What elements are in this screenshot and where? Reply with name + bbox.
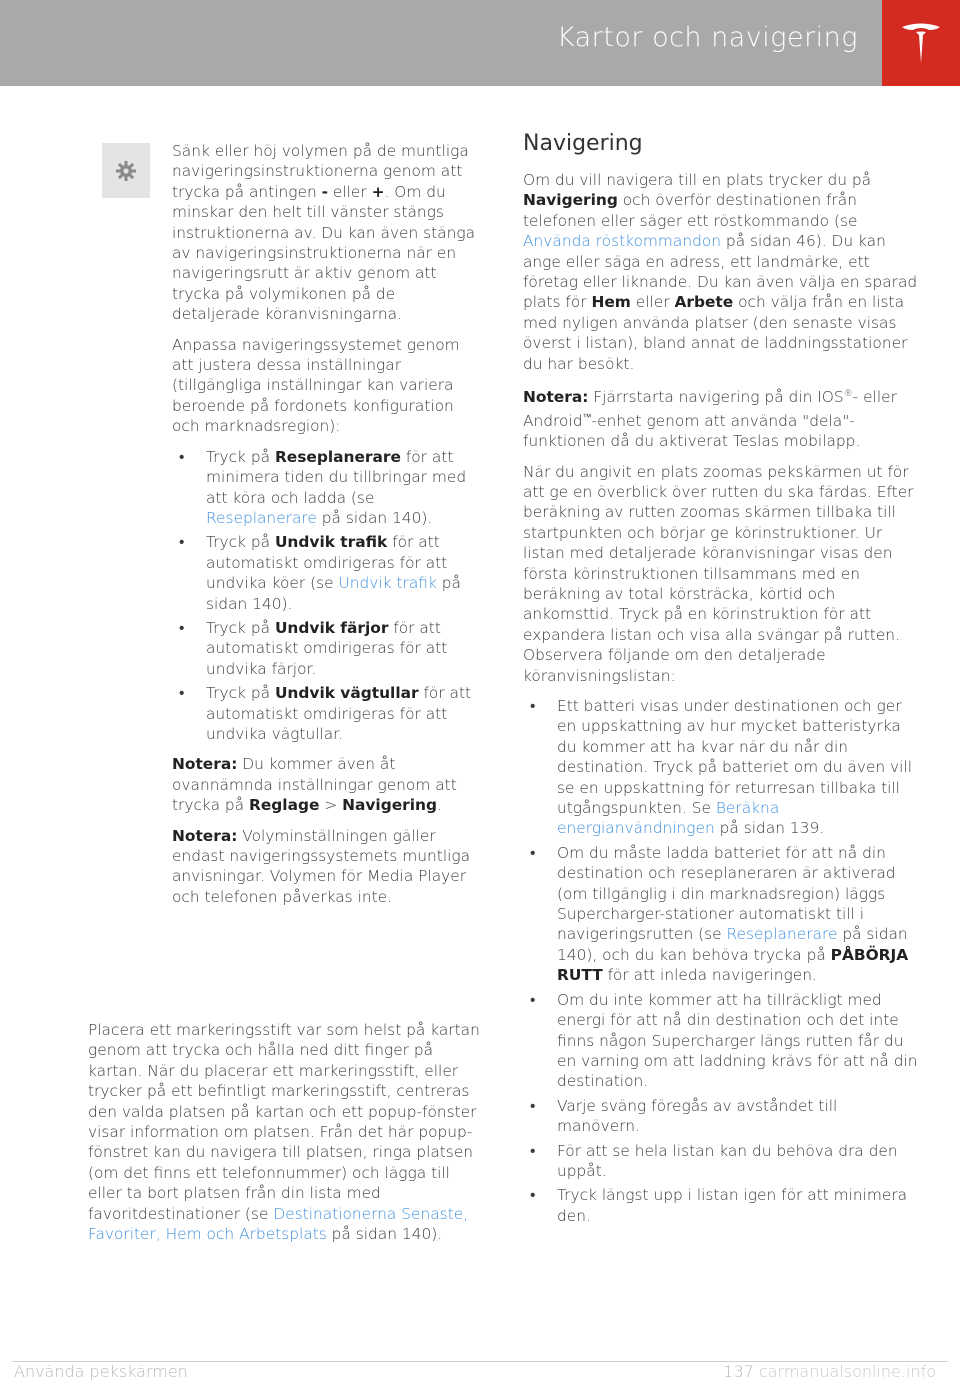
list-item: • Tryck på Reseplanerare för att minimera tiden du tillbringar med att köra och ladda (se Reseplanerare på sidan 140). [179, 447, 467, 527]
list-item: • Tryck på Undvik trafik för att automatiskt omdirigeras för att undvika köer (se Undvik trafik på sidan 140). [179, 533, 461, 613]
section-heading: Navigering [523, 131, 643, 156]
page-header [0, 0, 960, 86]
settings-icon-box [102, 143, 150, 198]
left-column-top [172, 141, 477, 917]
list-item: • För att se hela listan kan du behöva dra den uppåt. [530, 1141, 898, 1180]
logo-badge [882, 0, 960, 86]
link-energy[interactable]: Beräkna energianvändningen [557, 799, 780, 838]
list-item: • Om du måste ladda batteriet för att nå din destination och reseplaneraren är aktiverad (om tillgänglig i din marknadsregion) läggs Supercharger-stationer automatiskt till i navigeringsrutten (se Reseplanerare på sidan 140), och du kan behöva trycka på PÅBÖRJA RUTT för att inleda navigeringen. [530, 843, 909, 985]
page-title: Kartor och navigering [556, 22, 858, 53]
route-paragraph: När du angivit en plats zoomas pekskärmen ut för att ge en överblick över rutten du ska färdas. Efter beräkning av rutten zoomas skärmen tillbaka till startpunkten och börjar ge körinstruktioner. Ur listan med detaljerade köranvisningar visas den första körinstruktionen tillsammans med en beräkning av total körsträcka, körtid och ankomsttid. Tryck på en körinstruktion för att expandera listan och visa alla svängar på rutten. Observera följande om den detaljerade köranvisningslistan: [523, 462, 914, 685]
note-paragraph: Notera: Fjärrstarta navigering på din IOS®- eller Android™-enhet genom att använda "dela"-funktionen då du aktiverat Teslas mobilapp. [523, 388, 897, 451]
list-item: • Om du inte kommer att ha tillräckligt med energi för att nå din destination och det inte finns någon Supercharger längs rutten får du en varning om att laddning krävs för att nå din destination. [530, 990, 918, 1091]
footer-page-number: 137 carmanualsonline.info [723, 1362, 936, 1381]
settings-intro-paragraph: Anpassa navigeringssystemet genom att justera dessa inställningar (tillgängliga inställningar kan variera beroende på fordonets konfiguration och marknadsregion): [172, 335, 460, 436]
volume-paragraph: Sänk eller höj volymen på de muntliga navigeringsinstruktionerna genom att trycka på antingen - eller +. Om du minskar den helt till vänster stängs instruktionerna av. Du kan även stänga av navigeringsinstruktionerna när en navigeringsrutt är aktiv genom att trycka på volymikonen på de detaljerade köranvisningarna. [172, 142, 476, 324]
note-paragraph: Notera: Volyminställningen gäller endast navigeringssystemets muntliga anvisningar. Volymen för Media Player och telefonen påverkas inte. [172, 826, 471, 906]
link-destinations[interactable]: Destinationerna Senaste, Favoriter, Hem och Arbetsplats [88, 1204, 469, 1244]
link-reseplanerare[interactable]: Reseplanerare [726, 925, 838, 944]
list-item: • Tryck längst upp i listan igen för att minimera den. [530, 1186, 908, 1225]
tesla-logo-icon [896, 18, 946, 68]
footer-section: Använda pekskärmen [14, 1362, 188, 1381]
list-item: • Varje sväng föregås av avståndet till manövern. [530, 1096, 838, 1136]
watermark: carmanualsonline.info [758, 1362, 936, 1381]
link-undvik-trafik[interactable]: Undvik trafik [338, 574, 437, 593]
navigation-paragraph: Om du vill navigera till en plats trycker du på Navigering och överför destinationen från telefonen eller säger ett röstkommando (se Använda röstkommandon på sidan 46). Du kan ange eller säga en adress, ett landmärke, ett företag eller liknande. Du kan även välja en sparad plats för Hem eller Arbete och välja från en lista med nyligen använda platser (den senaste visas överst i listan), bland annat de laddningsstationer du har besökt. [523, 171, 918, 373]
list-item: • Tryck på Undvik färjor för att automatiskt omdirigeras för att undvika färjor. [179, 618, 448, 678]
left-column-bottom [88, 1020, 483, 1254]
link-reseplanerare[interactable]: Reseplanerare [206, 508, 317, 527]
note-paragraph: Notera: Du kommer även åt ovannämnda inställningar genom att trycka på Reglage > Navigering. [172, 755, 457, 815]
right-column [523, 130, 923, 1236]
link-voice-commands[interactable]: Använda röstkommandon [523, 232, 722, 251]
route-list [523, 696, 923, 1226]
gear-icon [114, 159, 138, 183]
settings-list [172, 447, 477, 745]
pin-paragraph: Placera ett markeringsstift var som helst på kartan genom att trycka och hålla ned ditt finger på kartan. När du placerar ett markeringsstift, eller trycker på ett befintligt markeringsstift, centreras den valda platsen på kartan och ett popup-fönster visar information om platsen. Från det här popup-fönstret kan du navigera till platsen, ringa platsen (om det finns ett telefonnummer) och lägga till eller ta bort platsen från din lista med favoritdestinationer (se Destinationerna Senaste, Favoriter, Hem och Arbetsplats på sidan 140). [88, 1021, 480, 1244]
list-item: • Ett batteri visas under destinationen och ger en uppskattning av hur mycket batteristyrka du kommer att ha kvar när du når din destination. Tryck på batteriet om du även vill se en uppskattning för returresan tillbaka till utgångspunkten. Se Beräkna energianvändningen på sidan 139. [530, 697, 912, 838]
list-item: • Tryck på Undvik vägtullar för att automatiskt omdirigeras för att undvika vägtullar. [179, 684, 472, 743]
